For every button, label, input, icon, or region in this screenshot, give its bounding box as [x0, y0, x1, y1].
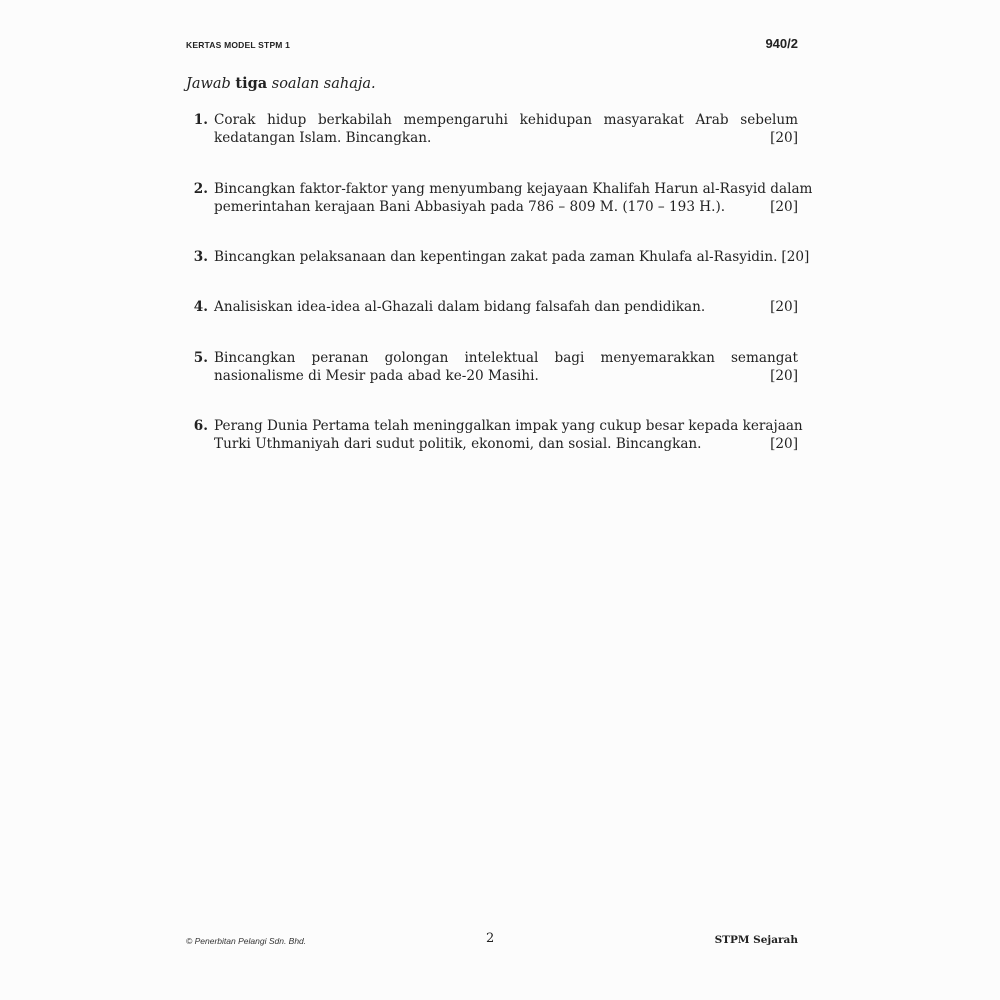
question-text-line: pemerintahan kerajaan Bani Abbasiyah pada 786 – 809 M. (170 – 193 H.). — [214, 199, 726, 215]
question-1 — [186, 111, 798, 147]
question-mark: [20] — [770, 436, 798, 452]
question-mark: [20] — [781, 249, 810, 265]
question-6 — [186, 417, 803, 453]
question-number: 5. — [193, 350, 208, 366]
question-text-line: Bincangkan faktor-faktor yang menyumbang kejayaan Khalifah Harun al-Rasyid dalam — [214, 181, 813, 197]
question-number: 1. — [193, 112, 208, 128]
question-text-line: Perang Dunia Pertama telah meninggalkan impak yang cukup besar kepada kerajaan — [214, 418, 803, 434]
question-text-line: nasionalisme di Mesir pada abad ke-20 Masihi. — [214, 368, 539, 384]
question-mark: [20] — [770, 368, 798, 384]
question-mark: [20] — [770, 130, 798, 146]
question-text-line: Analisiskan idea-idea al-Ghazali dalam bidang falsafah dan pendidikan. — [214, 299, 706, 315]
question-number: 6. — [193, 418, 208, 434]
question-text-line: Bincangkan pelaksanaan dan kepentingan zakat pada zaman Khulafa al-Rasyidin. — [214, 249, 778, 265]
instruction-part3: soalan sahaja. — [271, 76, 376, 92]
question-mark: [20] — [770, 199, 798, 215]
instruction-part2: tiga — [235, 75, 268, 92]
question-mark: [20] — [770, 299, 798, 315]
question-text-line: Corak hidup berkabilah mempengaruhi kehidupan masyarakat Arab sebelum — [214, 112, 798, 128]
question-text-line: kedatangan Islam. Bincangkan. — [214, 130, 432, 146]
page-number: 2 — [486, 931, 495, 946]
publisher-copyright: © Penerbitan Pelangi Sdn. Bhd. — [186, 936, 307, 946]
instruction — [186, 75, 376, 92]
paper-title: KERTAS MODEL STPM 1 — [186, 40, 291, 50]
question-2 — [186, 180, 813, 216]
question-3 — [186, 248, 810, 266]
question-5 — [186, 349, 798, 385]
instruction-part1: Jawab — [186, 76, 231, 92]
question-4 — [186, 298, 798, 316]
paper-code: 940/2 — [765, 36, 798, 51]
question-number: 4. — [193, 299, 208, 315]
question-number: 2. — [193, 181, 208, 197]
question-text-line: Bincangkan peranan golongan intelektual bagi menyemarakkan semangat — [214, 350, 798, 366]
subject-title: STPM Sejarah — [714, 934, 798, 946]
question-text-line: Turki Uthmaniyah dari sudut politik, ekonomi, dan sosial. Bincangkan. — [214, 436, 702, 452]
question-number: 3. — [193, 249, 208, 265]
